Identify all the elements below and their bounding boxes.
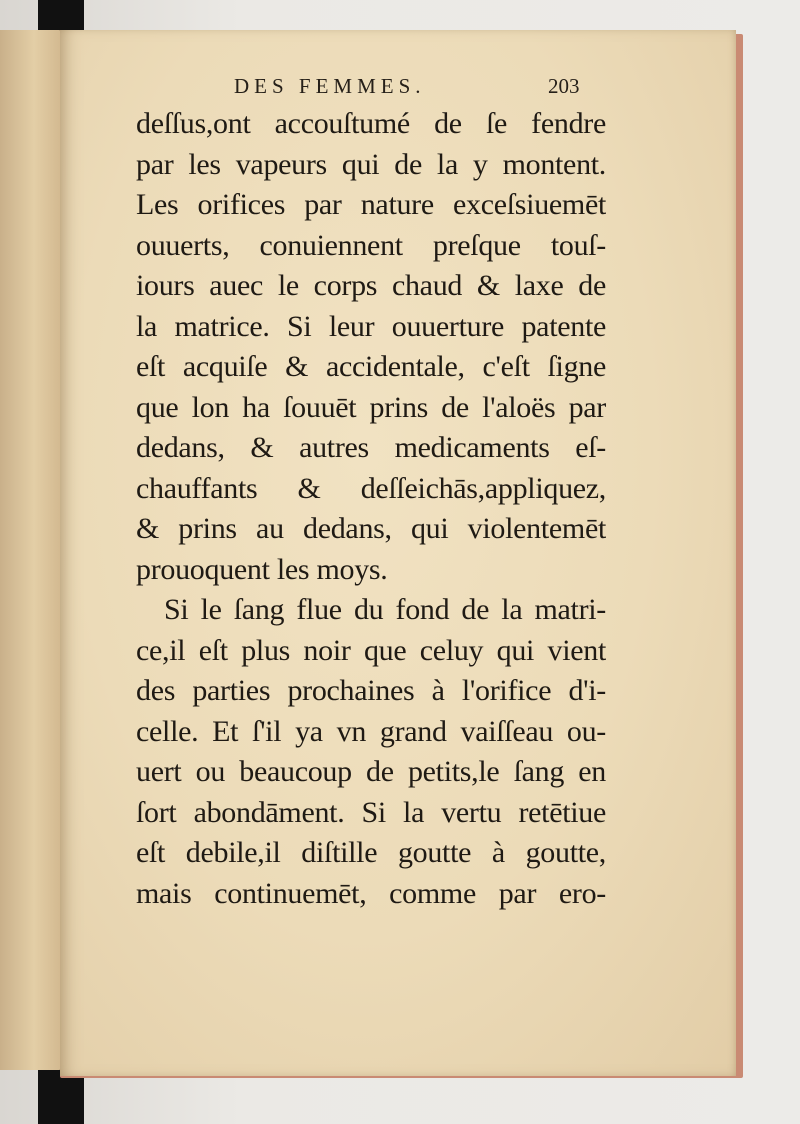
text-line: deſſus,ont accouſtumé de ſe fendre — [136, 107, 606, 140]
text-line: la matrice. Si leur ouuerture patente — [136, 309, 606, 343]
text-line: des parties prochaines à l'orifice d'i- — [136, 674, 606, 707]
paragraph-1 — [136, 104, 606, 590]
text-line: & prins au dedans, qui violentemēt — [136, 512, 606, 545]
text-line: Les orifices par nature exceſsiuemēt — [136, 188, 606, 221]
text-line: ouuerts, conuiennent preſque touſ- — [136, 228, 606, 262]
text-line: iours auec le corps chaud & laxe de — [136, 269, 606, 302]
book-page — [60, 30, 736, 1076]
text-line: prouoquent les moys. — [136, 552, 388, 586]
text-line: celle. Et ſ'il ya vn grand vaiſſeau ou- — [136, 714, 606, 748]
page-number: 203 — [548, 74, 580, 98]
text-line: dedans, & autres medicaments eſ- — [136, 431, 606, 464]
text-line: chauffants & deſſeichās,appliquez, — [136, 471, 606, 505]
page-header — [60, 74, 736, 104]
text-line: ſort abondāment. Si la vertu retētiue — [136, 795, 606, 829]
text-line: ce,il eſt plus noir que celuy qui vient — [136, 633, 606, 667]
text-line: mais continuemēt, comme par ero- — [136, 876, 606, 910]
text-line: Si le ſang flue du fond de la matri- — [164, 593, 606, 626]
text-line: par les vapeurs qui de la y montent. — [136, 147, 606, 181]
running-head: DES FEMMES. — [234, 74, 426, 98]
text-line: eſt acquiſe & accidentale, c'eſt ſigne — [136, 350, 606, 383]
paragraph-2 — [136, 590, 606, 914]
facing-page-edge — [0, 30, 63, 1070]
body-text — [136, 104, 606, 914]
text-line: que lon ha ſouuēt prins de l'aloës par — [136, 390, 606, 424]
text-line: eſt debile,il diſtille goutte à goutte, — [136, 836, 606, 869]
text-line: uert ou beaucoup de petits,le ſang en — [136, 755, 606, 788]
